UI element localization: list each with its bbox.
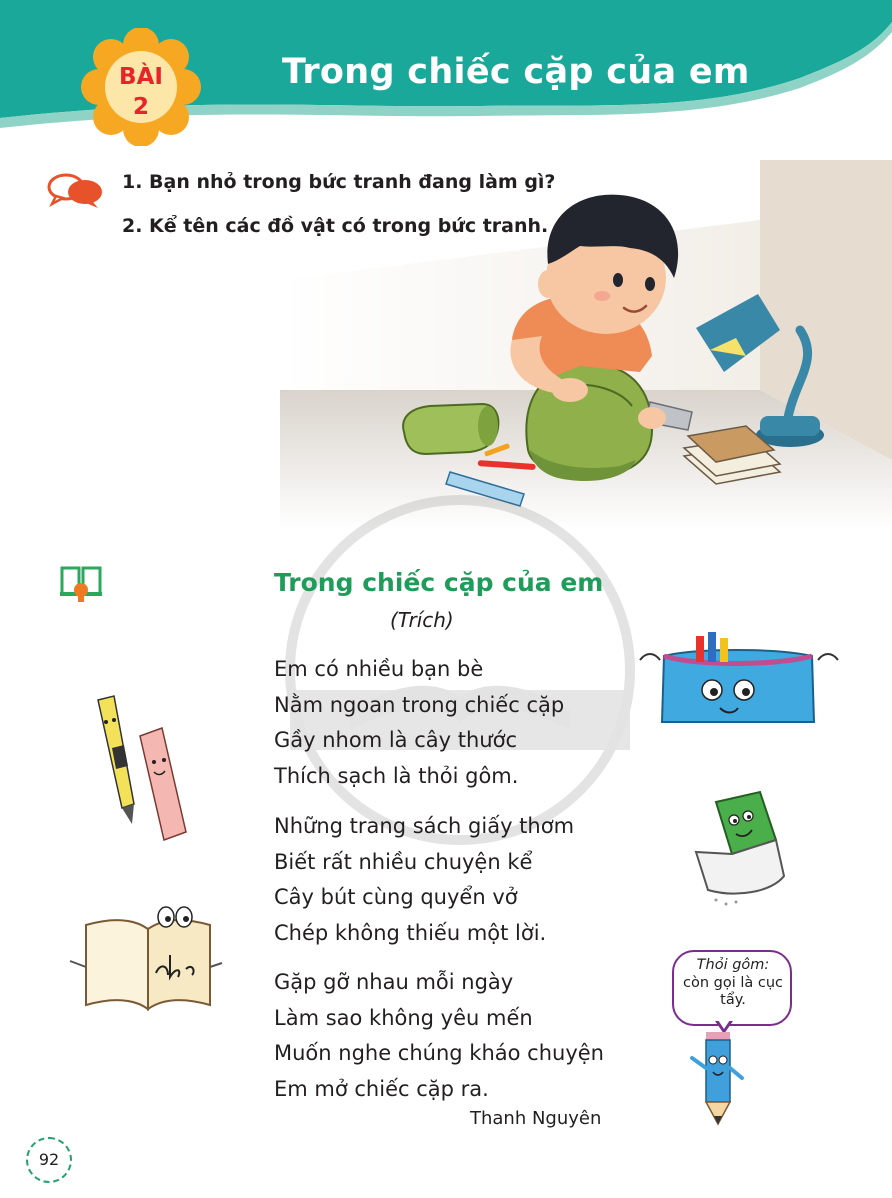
poem-title: Trong chiếc cặp của em [274,568,604,597]
poem-line: Nằm ngoan trong chiếc cặp [274,692,565,717]
page-number: 92 [38,1150,60,1169]
poem-line: Biết rất nhiều chuyện kể [274,849,533,874]
poem-author: Thanh Nguyên [470,1108,602,1129]
poem-line: Chép không thiếu một lời. [274,920,547,945]
poem-line: Làm sao không yêu mến [274,1005,533,1030]
vocabulary-note [676,957,790,1010]
note-term: Thỏi gôm: [696,957,770,973]
open-book-lightbulb-icon [58,560,104,604]
poem-line: Những trang sách giấy thơm [274,814,575,838]
poem-stanza-1 [274,652,564,794]
pen-and-ruler-characters-illustration [92,692,192,842]
poem-line: Thích sạch là thỏi gôm. [274,763,519,788]
boy-packing-schoolbag-illustration [280,160,892,530]
poem-line: Cây bút cùng quyển vở [274,885,518,909]
poem-stanza-2 [274,809,574,951]
poem-line: Gặp gỡ nhau mỗi ngày [274,970,514,994]
question-2: 2. Kể tên các đồ vật có trong bức tranh. [122,215,549,237]
note-definition: còn gọi là cục tẩy. [682,974,783,1008]
poem-line: Em mở chiếc cặp ra. [274,1076,489,1101]
poem-line: Gầy nhom là cây thước [274,728,517,752]
poem-line: Em có nhiều bạn bè [274,657,484,681]
speech-bubbles-icon [46,170,104,210]
poem-stanza-3 [274,965,604,1107]
lesson-title: Trong chiếc cặp của em [282,52,750,92]
eraser-character-illustration [686,780,792,912]
pencil-case-character-illustration [636,630,842,726]
poem-line: Muốn nghe chúng kháo chuyện [274,1041,604,1065]
poem-subtitle: (Trích) [390,608,454,632]
lesson-number: 2 [132,94,149,120]
notebook-character-illustration [64,905,224,1015]
lesson-label: BÀI [119,64,163,90]
pencil-character-illustration [688,1022,746,1128]
question-1: 1. Bạn nhỏ trong bức tranh đang làm gì? [122,171,556,193]
